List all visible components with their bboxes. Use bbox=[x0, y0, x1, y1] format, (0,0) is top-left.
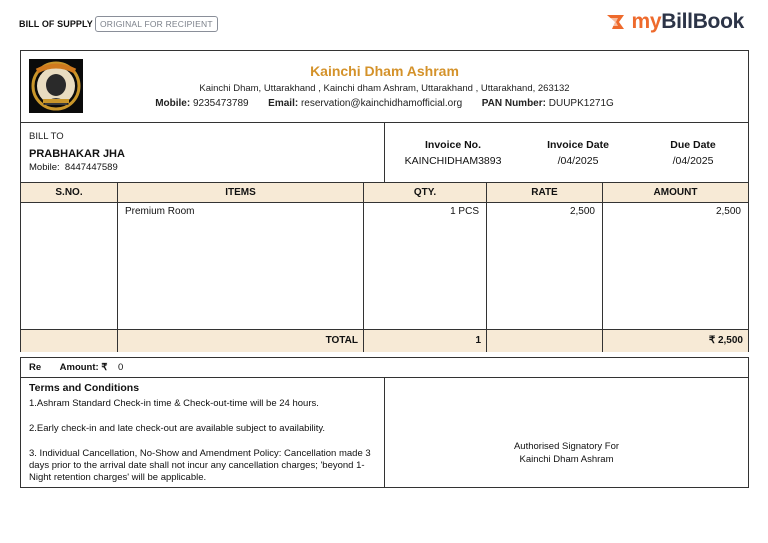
pan-label: PAN Number: bbox=[481, 98, 546, 109]
invoice-number-label: Invoice No. bbox=[424, 139, 481, 151]
row-item: Premium Room bbox=[125, 206, 195, 217]
company-address: Kainchi Dham, Uttarakhand , Kainchi dham Ashram, Uttarakhand , Uttarakhand, 263132 bbox=[199, 83, 570, 94]
items-table bbox=[21, 183, 748, 351]
due-date-block bbox=[643, 139, 743, 167]
flag-logo-icon bbox=[606, 12, 626, 32]
row-sno bbox=[21, 203, 117, 209]
brand-logo bbox=[606, 8, 744, 36]
company-email: reservation@kainchidhamofficial.org bbox=[300, 98, 463, 109]
company-mobile: 9235473789 bbox=[192, 98, 249, 109]
document-type: BILL OF SUPPLY bbox=[19, 19, 93, 29]
table-total-row bbox=[21, 329, 748, 352]
billing-section bbox=[21, 123, 748, 183]
footer-frame bbox=[20, 357, 749, 488]
bill-to-block bbox=[21, 123, 385, 183]
signatory-text: Authorised Signatory For Kainchi Dham Ashram bbox=[513, 441, 620, 465]
invoice-main-frame bbox=[20, 50, 749, 352]
received-value: 0 bbox=[117, 362, 124, 373]
due-date: /04/2025 bbox=[672, 155, 714, 167]
table-header bbox=[21, 183, 748, 203]
invoice-date-label: Invoice Date bbox=[547, 139, 609, 151]
term-item: 1.Ashram Standard Check-in time & Check-out-time will be 24 hours. bbox=[29, 398, 319, 409]
invoice-info bbox=[385, 123, 748, 183]
term-item: 2.Early check-in and late check-out are available subject to availability. bbox=[29, 423, 326, 434]
email-label: Email: bbox=[268, 98, 299, 109]
row-rate: 2,500 bbox=[569, 206, 595, 217]
received-amount: Re Amount: ₹ 0 bbox=[21, 358, 748, 378]
header-amount: AMOUNT bbox=[653, 187, 698, 198]
header-rate: RATE bbox=[487, 183, 603, 202]
total-label: TOTAL bbox=[118, 330, 364, 352]
total-qty: 1 bbox=[364, 330, 487, 352]
customer-name: PRABHAKAR JHA bbox=[29, 148, 125, 160]
table-body bbox=[21, 203, 748, 329]
term-item: 3. Individual Cancellation, No-Show and Amendment Policy: Cancellation made 3 days prior to the arrival date shall not incur any cancellation charges; 'beyond 1-Night retention charges' will be applicable. bbox=[29, 448, 371, 483]
due-date-label: Due Date bbox=[670, 139, 716, 151]
invoice-date: /04/2025 bbox=[557, 155, 599, 167]
signatory-block bbox=[385, 378, 748, 488]
customer-mobile: Mobile: 8447447589 bbox=[29, 162, 118, 173]
copy-badge: ORIGINAL FOR RECIPIENT bbox=[95, 16, 218, 32]
invoice-number: KAINCHIDHAM3893 bbox=[404, 155, 502, 167]
company-contact bbox=[21, 98, 748, 109]
invoice-date-block bbox=[523, 139, 633, 167]
row-qty: 1 PCS bbox=[450, 206, 479, 217]
row-amount: 2,500 bbox=[715, 206, 741, 217]
company-name: Kainchi Dham Ashram bbox=[310, 63, 459, 79]
header-qty: QTY. bbox=[364, 183, 487, 202]
company-header bbox=[21, 51, 748, 123]
top-bar bbox=[0, 0, 768, 44]
company-pan: DUUPK1271G bbox=[548, 98, 614, 109]
mobile-label: Mobile: bbox=[155, 98, 191, 109]
total-amount: ₹ 2,500 bbox=[708, 335, 743, 346]
terms-block bbox=[21, 378, 385, 488]
brand-name: myBillBook bbox=[631, 10, 744, 33]
invoice-number-block bbox=[393, 139, 513, 167]
terms-title: Terms and Conditions bbox=[29, 382, 140, 394]
header-sno: S.NO. bbox=[21, 183, 118, 202]
header-items: ITEMS bbox=[118, 183, 364, 202]
bill-to-label: BILL TO bbox=[29, 131, 64, 142]
